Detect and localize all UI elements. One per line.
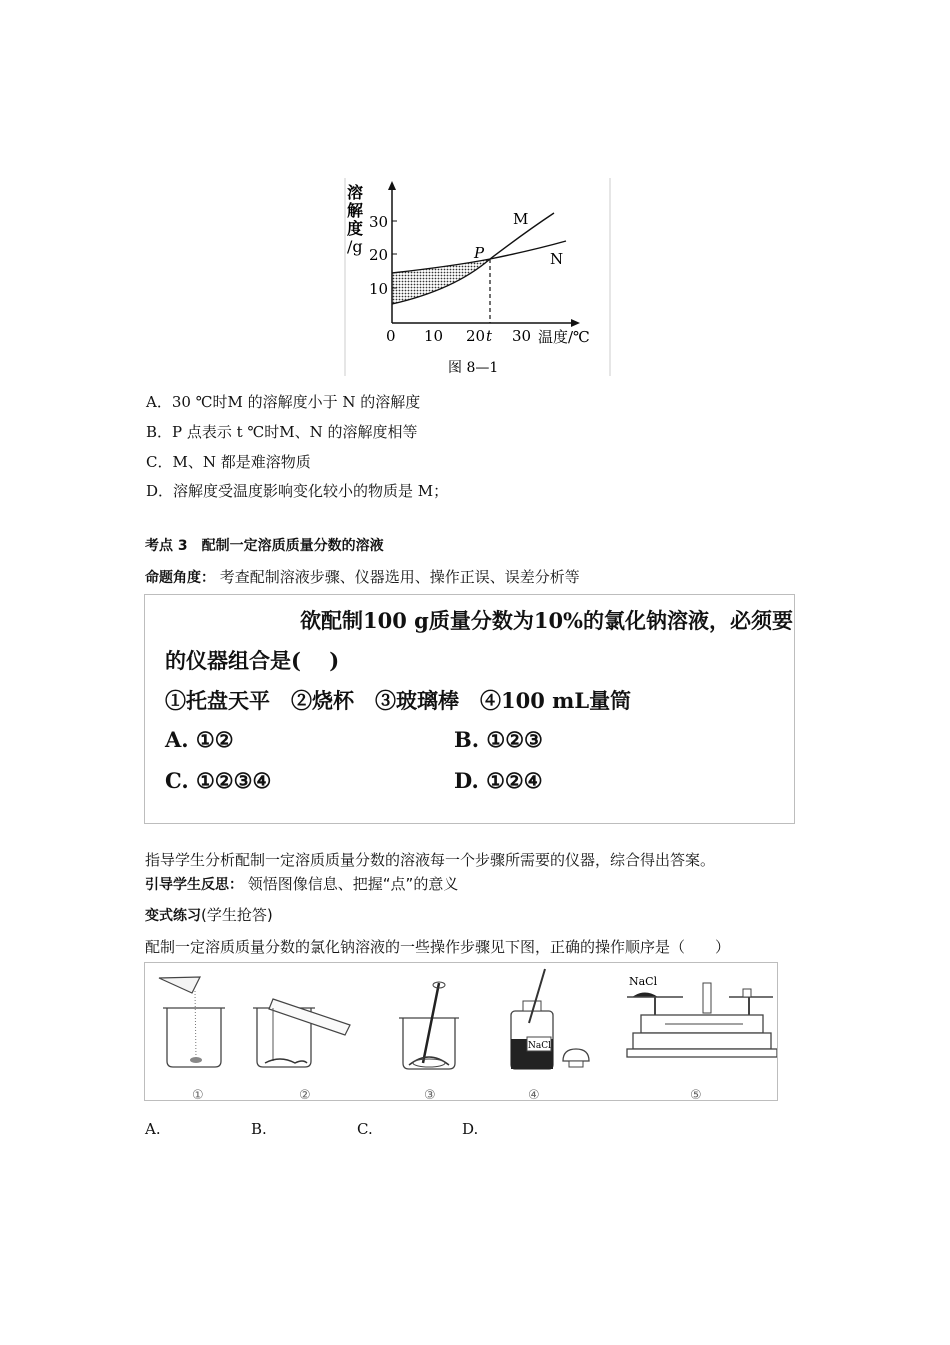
y-axis-title-2: 解 bbox=[347, 201, 364, 220]
step-5-illustration bbox=[627, 975, 777, 1057]
x-tick-20: 20 bbox=[466, 327, 486, 345]
step-label-1: ① bbox=[192, 1088, 204, 1100]
steps-figure bbox=[144, 962, 778, 1101]
curve-M-label: M bbox=[513, 210, 529, 228]
point-P-label: P bbox=[474, 244, 485, 262]
answer-b: B. bbox=[251, 1120, 267, 1138]
practice-suffix: (学生抢答) bbox=[201, 906, 273, 924]
y-axis-title-4: /g bbox=[347, 237, 363, 256]
practice-question: 配制一定溶质质量分数的氯化钠溶液的一些操作步骤见下图，正确的操作顺序是（ ） bbox=[145, 938, 731, 956]
question-line-3: ①托盘天平 ②烧杯 ③玻璃棒 ④100 mL量筒 bbox=[165, 688, 632, 713]
answer-d: D. bbox=[462, 1120, 479, 1138]
practice-line bbox=[145, 905, 273, 926]
y-tick-10: 10 bbox=[369, 280, 389, 298]
y-axis-title-3: 度 bbox=[347, 219, 364, 238]
solubility-figure bbox=[344, 178, 612, 376]
step-2-illustration bbox=[253, 999, 350, 1067]
question-line-2: 的仪器组合是( ) bbox=[165, 648, 340, 673]
question-box bbox=[144, 594, 795, 824]
answer-c: C. bbox=[357, 1120, 373, 1138]
step-4-illustration bbox=[511, 969, 589, 1069]
choice-c: C. ①②③④ bbox=[165, 768, 272, 793]
t-label: t bbox=[486, 327, 493, 345]
section-heading: 考点 3 配制一定溶质质量分数的溶液 bbox=[145, 538, 384, 554]
y-tick-20: 20 bbox=[369, 246, 389, 264]
question-line-1: 欲配制100 g质量分数为10%的氯化钠溶液，必须要 bbox=[300, 608, 794, 633]
choice-d: D. ①②④ bbox=[454, 768, 543, 793]
step-3-illustration bbox=[399, 982, 459, 1069]
shaded-region bbox=[392, 259, 490, 304]
x-tick-10: 10 bbox=[424, 327, 444, 345]
curve-N-label: N bbox=[550, 250, 564, 268]
reflect-text: 领悟图像信息、把握“点”的意义 bbox=[247, 875, 459, 893]
angle-line bbox=[145, 567, 580, 588]
angle-text: 考查配制溶液步骤、仪器选用、操作正误、误差分析等 bbox=[219, 568, 580, 586]
x-axis-title: 温度/℃ bbox=[538, 328, 590, 346]
option-a: A．30 ℃时M 的溶解度小于 N 的溶解度 bbox=[146, 393, 421, 411]
angle-label: 命题角度： bbox=[145, 570, 215, 586]
step-1-illustration bbox=[159, 977, 225, 1067]
x-tick-0: 0 bbox=[386, 327, 396, 345]
step-5-balance-label: NaCl bbox=[629, 975, 658, 988]
practice-label: 变式练习 bbox=[145, 908, 201, 924]
reflect-label: 引导学生反思： bbox=[145, 877, 243, 893]
step-4-bottle-label: NaCl bbox=[528, 1041, 552, 1051]
step-label-4: ④ bbox=[528, 1088, 540, 1100]
choice-b: B. ①②③ bbox=[454, 727, 543, 752]
option-b: B．P 点表示 t ℃时M、N 的溶解度相等 bbox=[146, 423, 418, 441]
step-label-3: ③ bbox=[424, 1088, 436, 1100]
option-c: C．M、N 都是难溶物质 bbox=[146, 453, 311, 471]
choice-a: A. ①② bbox=[165, 727, 234, 752]
y-tick-30: 30 bbox=[369, 213, 389, 231]
steps-figure-drawing bbox=[145, 963, 777, 1100]
reflect-line bbox=[145, 874, 458, 895]
x-tick-30: 30 bbox=[512, 327, 532, 345]
option-d: D．溶解度受温度影响变化较小的物质是 M； bbox=[146, 482, 449, 500]
guide-text: 指导学生分析配制一定溶质质量分数的溶液每一个步骤所需要的仪器，综合得出答案。 bbox=[145, 851, 716, 869]
y-axis-title-1: 溶 bbox=[347, 183, 364, 202]
step-label-2: ② bbox=[299, 1088, 311, 1100]
figure-caption: 图 8—1 bbox=[448, 360, 499, 376]
answer-a: A. bbox=[145, 1120, 161, 1138]
step-label-5: ⑤ bbox=[690, 1088, 702, 1100]
